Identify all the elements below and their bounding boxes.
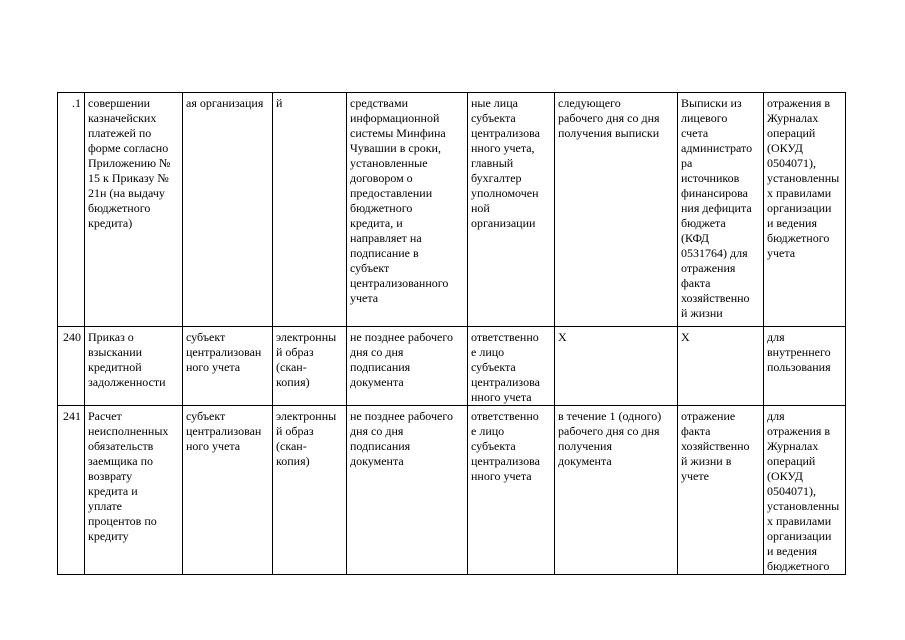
format-cell: электронны й образ (скан- копия): [273, 327, 347, 406]
purpose-cell: отражение факта хозяйственно й жизни в учете: [678, 406, 764, 575]
format-cell: электронны й образ (скан- копия): [273, 406, 347, 575]
transfer-deadline-cell: следующего рабочего дня со дня получения выписки: [555, 93, 678, 327]
responsible-cell: ные лица субъекта централизова нного учета, главный бухгалтер уполномочен ной организации: [468, 93, 555, 327]
purpose-cell: Выписки из лицевого счета администрато ра источников финансирова ния дефицита бюджета (КФД 0531764) для отражения факта хозяйственно й жизни: [678, 93, 764, 327]
creator-cell: субъект централизован ного учета: [183, 327, 273, 406]
creator-cell: ая организация: [183, 93, 273, 327]
document-name-cell: Расчет неисполненных обязательств заемщика по возврату кредита и уплате процентов по кредиту: [85, 406, 183, 575]
responsible-cell: ответственно е лицо субъекта централизова нного учета: [468, 406, 555, 575]
deadline-cell: не позднее рабочего дня со дня подписания документа: [347, 406, 468, 575]
row-number: 240: [58, 327, 85, 406]
purpose-cell: Х: [678, 327, 764, 406]
transfer-deadline-cell: в течение 1 (одного) рабочего дня со дня получения документа: [555, 406, 678, 575]
table-row: [58, 93, 846, 327]
responsible-cell: ответственно е лицо субъекта централизова нного учета: [468, 327, 555, 406]
table-row: [58, 327, 846, 406]
row-number: .1: [58, 93, 85, 327]
document-table: [57, 92, 846, 575]
document-name-cell: Приказ о взыскании кредитной задолженности: [85, 327, 183, 406]
table-row: [58, 406, 846, 575]
usage-cell: отражения в Журналах операций (ОКУД 0504071), установленны х правилами организации и ведения бюджетного учета: [764, 93, 846, 327]
document-name-cell: совершении казначейских платежей по форме согласно Приложению № 15 к Приказу № 21н (на выдачу бюджетного кредита): [85, 93, 183, 327]
transfer-deadline-cell: Х: [555, 327, 678, 406]
format-cell: й: [273, 93, 347, 327]
usage-cell: для отражения в Журналах операций (ОКУД 0504071), установленны х правилами организации и ведения бюджетного: [764, 406, 846, 575]
deadline-cell: средствами информационной системы Минфина Чувашии в сроки, установленные договором о предоставлении бюджетного кредита, и направляет на подписание в субъект централизованного учета: [347, 93, 468, 327]
row-number: 241: [58, 406, 85, 575]
creator-cell: субъект централизован ного учета: [183, 406, 273, 575]
usage-cell: для внутреннего пользования: [764, 327, 846, 406]
deadline-cell: не позднее рабочего дня со дня подписания документа: [347, 327, 468, 406]
